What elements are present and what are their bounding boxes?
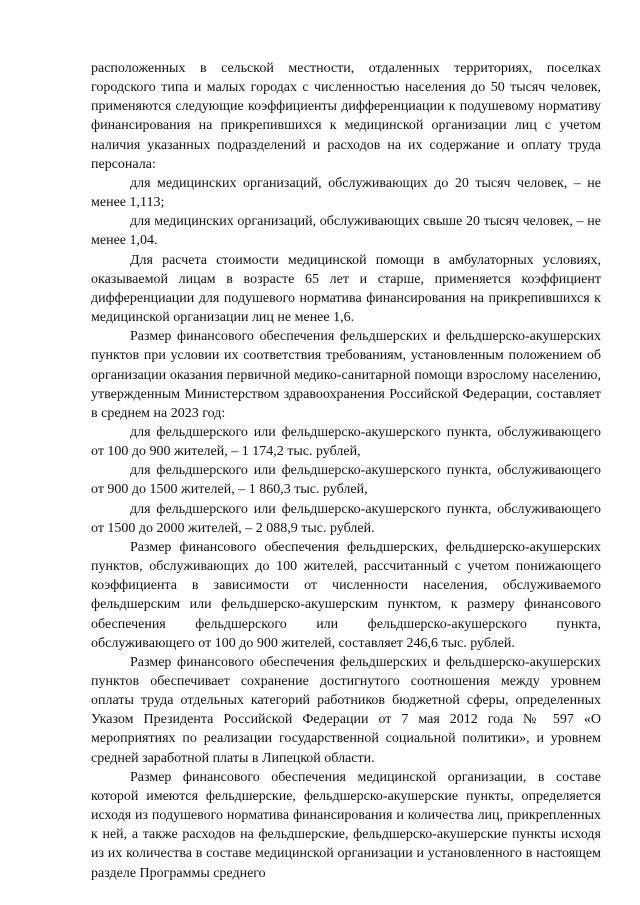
paragraph-7: для фельдшерского или фельдшерско-акушерского пункта, обслуживающего от 900 до 1500 жителей, – 1 860,3 тыс. рублей, xyxy=(91,463,601,498)
paragraph-4: Для расчета стоимости медицинской помощи в амбулаторных условиях, оказываемой лицам в возрасте 65 лет и старше, применяется коэффициент дифференциации для подушевого норматива финансирования на прикрепившихся к медицинской организации лиц не менее 1,6. xyxy=(91,252,601,326)
paragraph-10: Размер финансового обеспечения фельдшерских и фельдшерско-акушерских пунктов обеспечивает сохранение достигнутого соотношения между уровнем оплаты труда отдельных категорий работников бюджетной сферы, определенных Указом Президента Российской Федерации от 7 мая 2012 года № 597 «О мероприятиях по реализации государственной социальной политики», и уровнем средней заработной платы в Липецкой области. xyxy=(91,654,601,766)
paragraph-2: для медицинских организаций, обслуживающих до 20 тысяч человек, – не менее 1,113; xyxy=(91,175,601,211)
paragraph-11: Размер финансового обеспечения медицинской организации, в составе которой имеются фельдшерские, фельдшерско-акушерские пункты, определяется исходя из подушевого норматива финансирования и количества лиц, прикрепленных к ней, а также расходов на фельдшерские, фельдшерско-акушерские пункты исходя из их количества в составе медицинской организации и установленного в настоящем разделе Программы среднего xyxy=(91,769,601,881)
paragraph-8: для фельдшерского или фельдшерско-акушерского пункта, обслуживающего от 1500 до 2000 жителей, – 2 088,9 тыс. рублей. xyxy=(91,501,601,536)
paragraph-1: расположенных в сельской местности, отдаленных территориях, поселках городского типа и малых городах с численностью населения до 50 тысяч человек, применяются следующие коэффициенты дифференциации к подушевому нормативу финансирования на прикрепившихся к медицинской организации лиц с учетом наличия указанных подразделений и расходов на их содержание и оплату труда персонала: xyxy=(91,61,601,172)
paragraph-9: Размер финансового обеспечения фельдшерских, фельдшерско-акушерских пунктов, обслуживающих до 100 жителей, рассчитанный с учетом понижающего коэффициента в зависимости от численности населения, обслуживаемого фельдшерским или фельдшерско-акушерским пунктом, к размеру финансового обеспечения фельдшерского или фельдшерско-акушерского пункта, обслуживающего от 100 до 900 жителей, составляет 246,6 тыс. рублей. xyxy=(91,539,601,651)
paragraph-6: для фельдшерского или фельдшерско-акушерского пункта, обслуживающего от 100 до 900 жителей, – 1 174,2 тыс. рублей, xyxy=(91,424,601,460)
paragraph-5: Размер финансового обеспечения фельдшерских и фельдшерско-акушерских пунктов при условии их соответствия требованиям, установленным положением об организации оказания первичной медико-санитарной помощи взрослому населению, утвержденным Министерством здравоохранения Российской Федерации, составляет в среднем на 2023 год: xyxy=(91,329,601,421)
paragraph-3: для медицинских организаций, обслуживающих свыше 20 тысяч человек, – не менее 1,04. xyxy=(91,214,601,249)
